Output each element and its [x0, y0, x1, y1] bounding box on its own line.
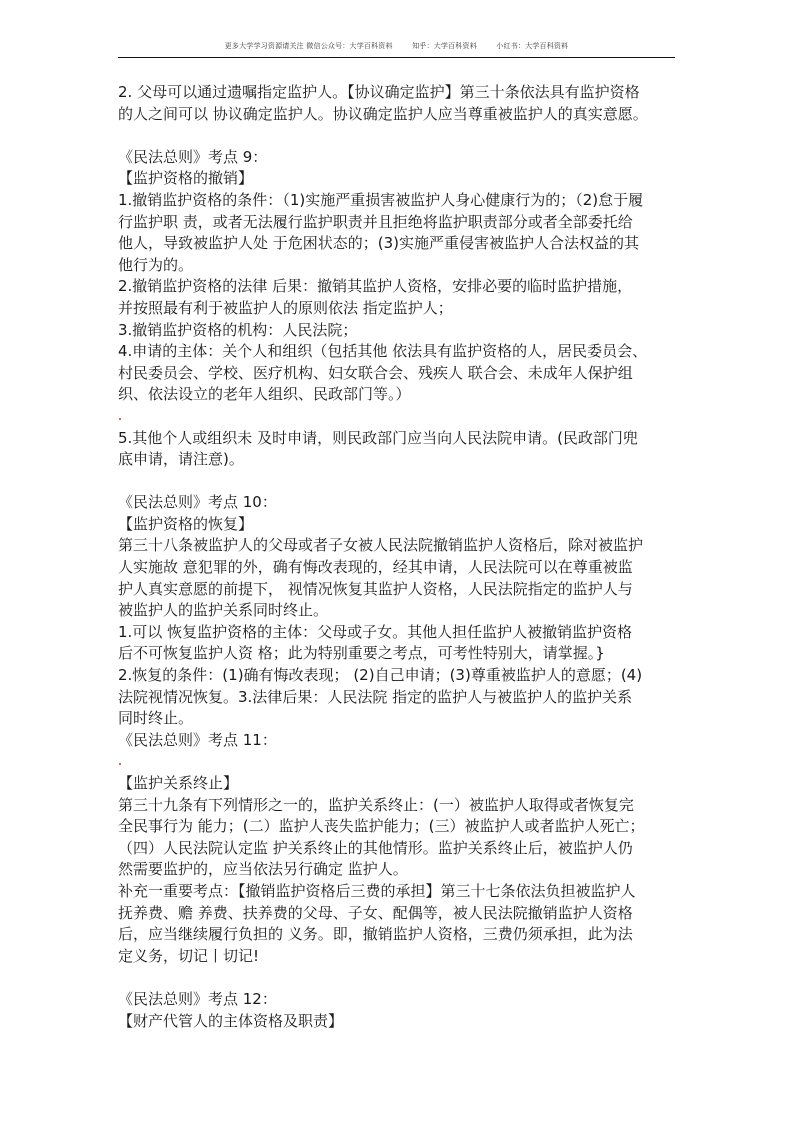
text-line: 补充一重要考点：【撤销监护资格后三费的承担】第三十七条依法负担被监护人: [118, 881, 636, 900]
section-heading: 《民法总则》考点 9：: [118, 147, 268, 166]
blank-line: [118, 471, 678, 493]
text-line: 后不可恢复监护人资 格；此为特别重要之考点，可考性特别大，请掌握。}: [118, 644, 605, 663]
text-line: 第三十九条有下列情形之一的，监护关系终止：(一）被监护人取得或者恢复完: [118, 795, 634, 814]
section-title: 【监护资格的撤销】: [118, 169, 254, 188]
text-line: 人实施故 意犯罪的外，确有悔改表现的，经其申请，人民法院可以在尊重被监: [118, 558, 633, 577]
stray-mark: [118, 406, 678, 428]
text-line: 并按照最有利于被监护人的原则依法 指定监护人；: [118, 298, 453, 317]
section-heading: 《民法总则》考点 12：: [118, 989, 277, 1008]
page-header: 更多大学学习资源请关注 微信公众号：大学百科资料 知乎：大学百科资料 小红书：大学百科资料: [224, 42, 569, 50]
text-line: 行监护职 责，或者无法履行监护职责并且拒绝将监护职责部分或者全部委托给: [118, 212, 633, 231]
text-line: 全民事行为 能力；(二）监护人丧失监护能力；(三）被监护人或者监护人死亡；: [118, 817, 645, 836]
section-heading: 《民法总则》考点 11：: [118, 730, 277, 749]
stray-mark: [118, 751, 678, 773]
text-line: 4.申请的主体：关个人和组织（包括其他 依法具有监护资格的人，居民委员会、: [118, 342, 648, 361]
section-title: 【财产代管人的主体资格及职责】: [118, 1011, 344, 1030]
text-line: 定义务，切记丨切记!: [118, 946, 260, 965]
text-line: 村民委员会、学校、医疗机构、妇女联合会、残疾人 联合会、未成年人保护组: [118, 363, 633, 382]
text-line: 1.可以 恢复监护资格的主体：父母或子女。其他人担任监护人被撤销监护资格: [118, 622, 633, 641]
text-line: 后，应当继续履行负担的 义务。即，撤销监护人资格，三费仍须承担，此为法: [118, 925, 633, 944]
text-line: （四）人民法院认定监 护关系终止的其他情形。监护关系终止后，被监护人仍: [118, 838, 633, 857]
text-line: 织、依法设立的老年人组织、民政部门等。）: [118, 385, 411, 404]
text-line: 5.其他个人或组织未 及时申请，则民政部门应当向人民法院申请。(民政部门兜: [118, 428, 638, 447]
text-line: 2. 父母可以通过遗嘱指定监护人。【协议确定监护】第三十条依法具有监护资格: [118, 83, 640, 101]
document-body: [118, 82, 678, 1032]
text-line: 第三十八条被监护人的父母或者子女被人民法院撤销监护人资格后，除对被监护: [118, 536, 644, 555]
text-line: 他人，导致被监护人处 于危困状态的；(3)实施严重侵害被监护人合法权益的其: [118, 234, 640, 253]
section-title: 【监护关系终止】: [118, 774, 239, 792]
text-line: 底申请，请注意)。: [118, 450, 244, 469]
text-line: 同时终止。: [118, 709, 194, 728]
header-rule: [118, 57, 675, 58]
text-line: 1.撤销监护资格的条件：（1)实施严重损害被监护人身心健康行为的；（2)怠于履: [118, 190, 644, 209]
text-line: 2.撤销监护资格的法律 后果：撤销其监护人资格，安排必要的临时监护措施，: [118, 277, 633, 296]
section-title: 【监护资格的恢复】: [118, 514, 254, 533]
blank-line: [118, 967, 678, 989]
text-line: 护人真实意愿的前提下， 视情况恢复其监护人资格，人民法院指定的监护人与: [118, 579, 633, 598]
section-heading: 《民法总则》考点 10：: [118, 493, 277, 512]
text-line: 他行为的。: [118, 255, 194, 274]
text-line: 被监护人的监护关系同时终止。: [118, 601, 329, 620]
text-line: 的人之间可以 协议确定监护人。协议确定监护人应当尊重被监护人的真实意愿。: [118, 104, 648, 123]
text-line: 法院视情况恢复。3.法律后果：人民法院 指定的监护人与被监护人的监护关系: [118, 687, 633, 706]
text-line: 然需要监护的，应当依法另行确定 监护人。: [118, 860, 408, 879]
text-line: 抚养费、赡 养费、扶养费的父母、子女、配偶等，被人民法院撤销监护人资格: [118, 903, 633, 922]
text-line: 2.恢复的条件：(1)确有悔改表现； (2)自己申请；(3)尊重被监护人的意愿；(4): [118, 666, 643, 685]
text-line: 3.撤销监护资格的机构：人民法院；: [118, 320, 358, 339]
blank-line: [118, 125, 678, 147]
